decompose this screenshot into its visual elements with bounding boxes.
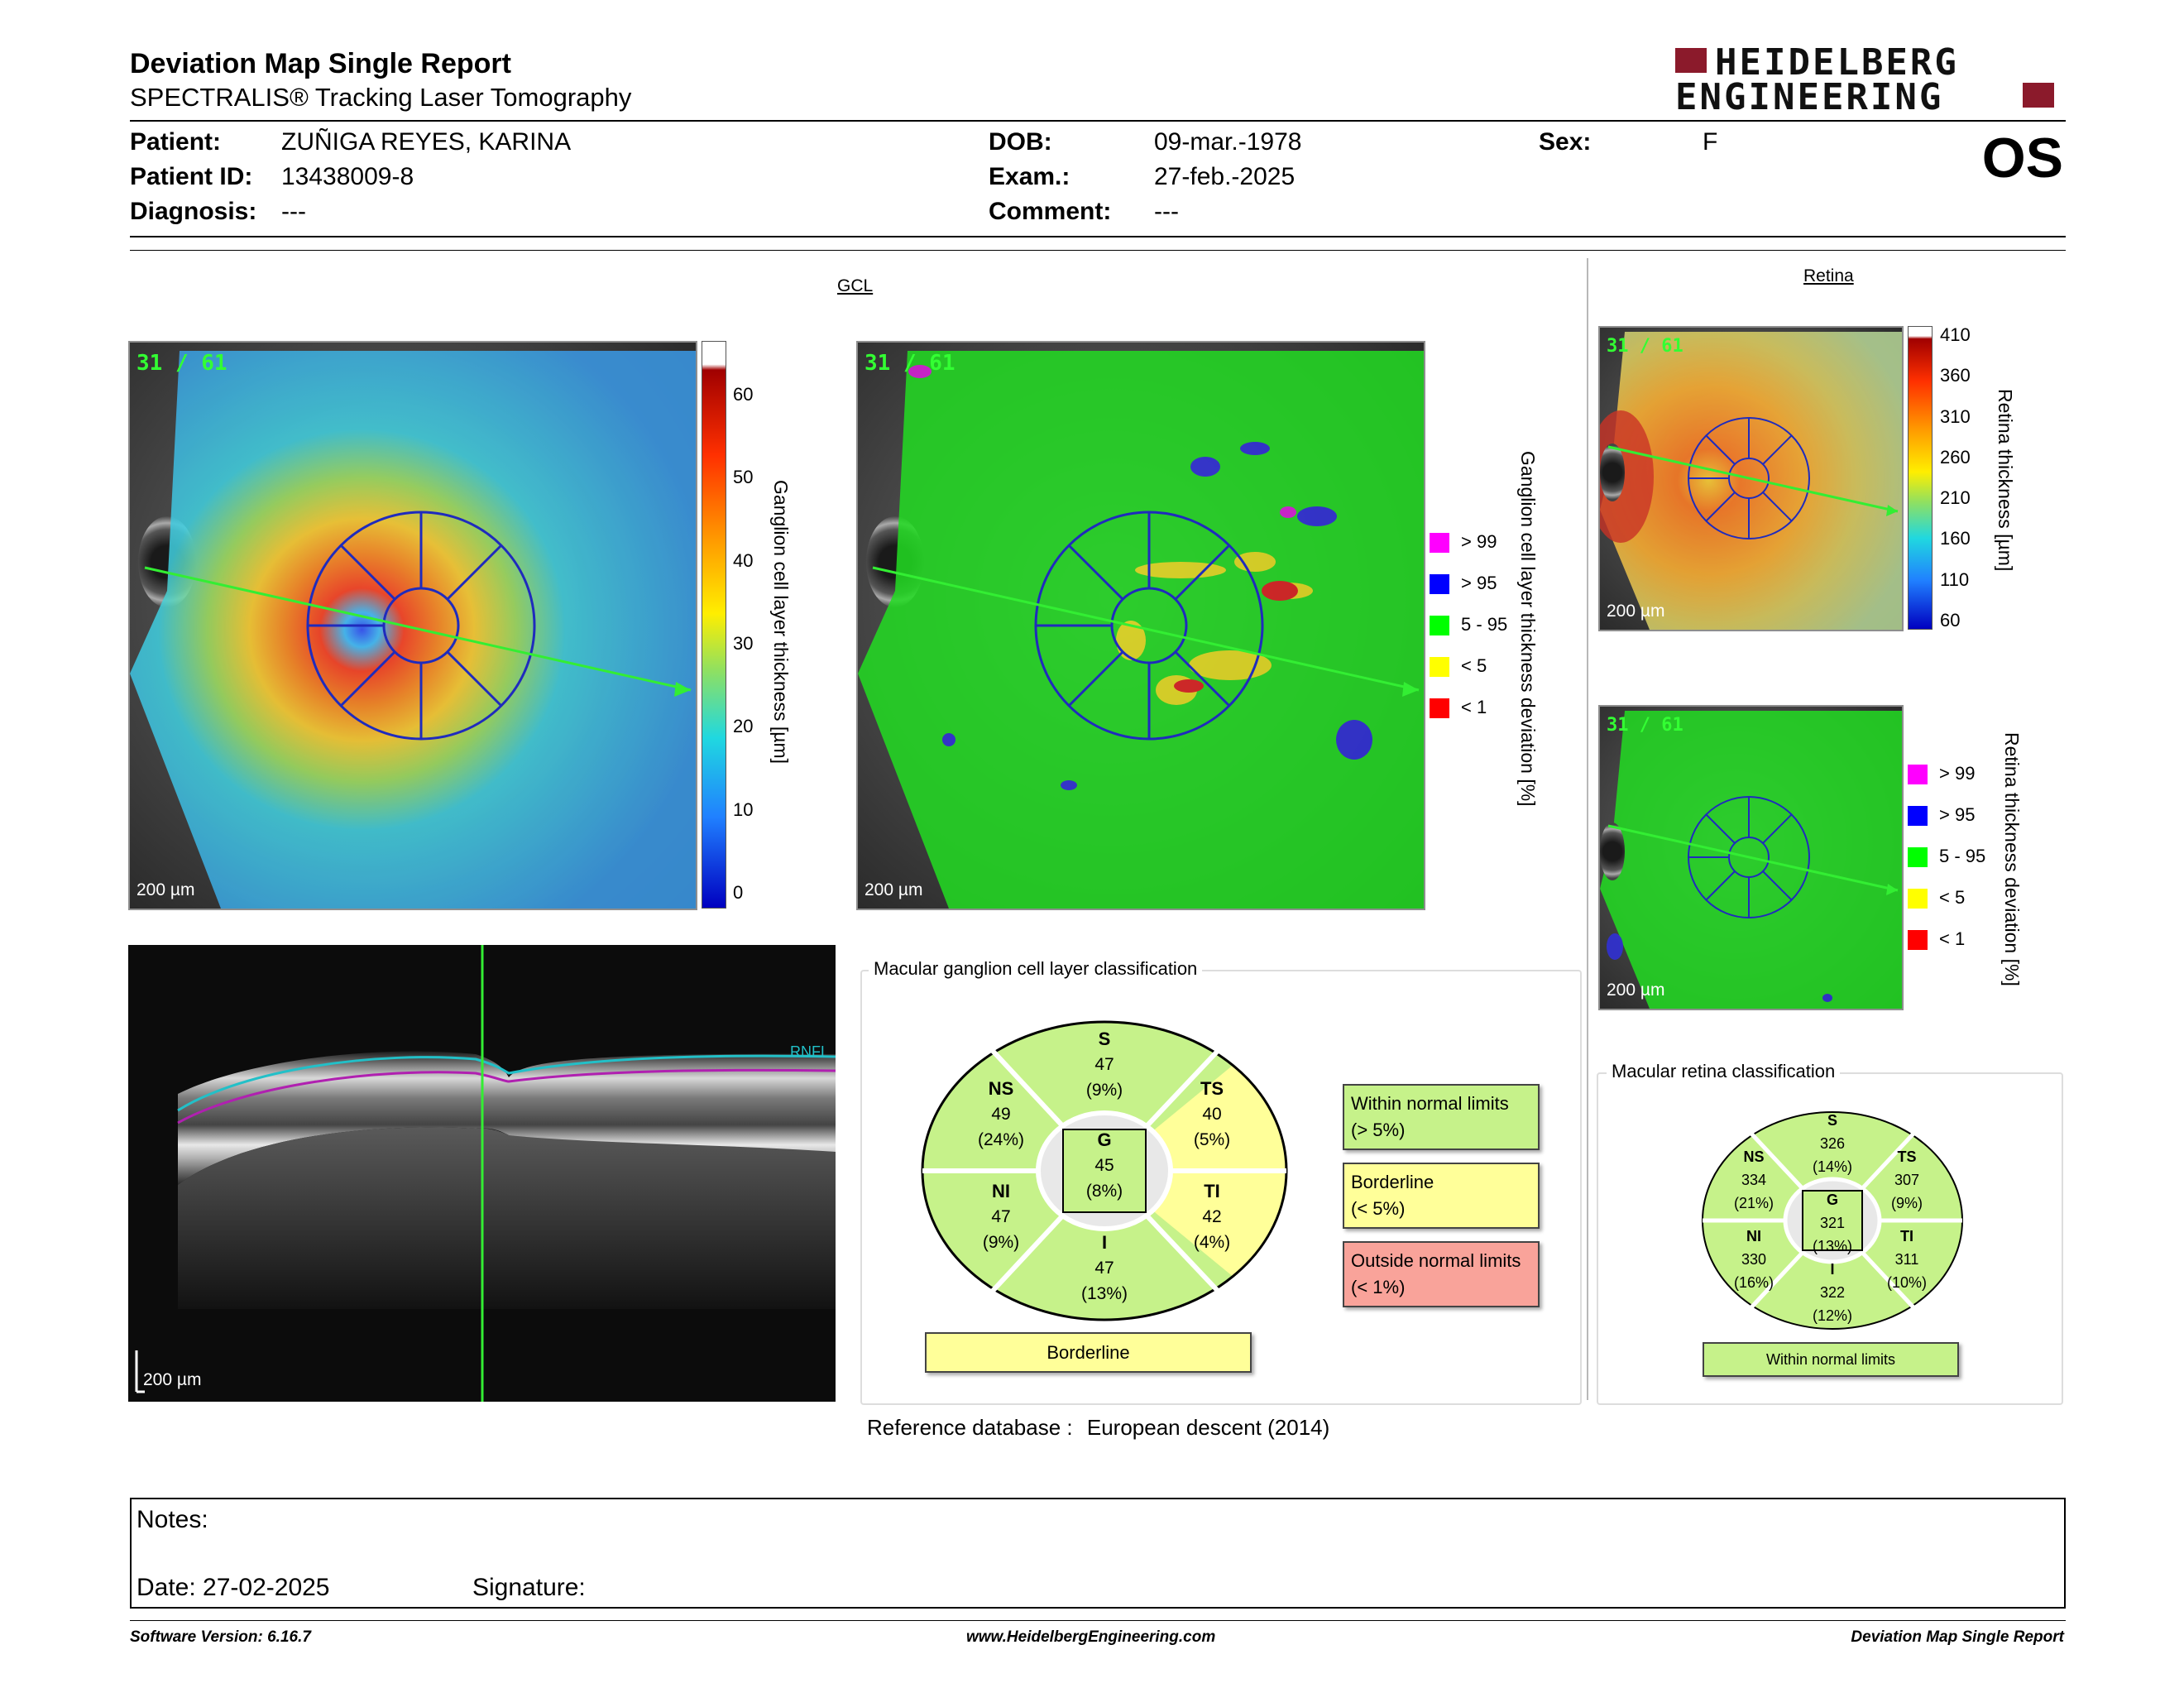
category-line1: Borderline [1351, 1172, 1434, 1192]
logo-bar-top [1675, 48, 1707, 73]
colorbar-tick-label: 30 [733, 632, 754, 654]
retina-deviation-axis-label: Retina thickness deviation [%] [2001, 732, 2023, 986]
footer-rule [130, 1620, 2066, 1621]
report-title: Deviation Map Single Report [130, 48, 511, 79]
colorbar-tick-label: 60 [1940, 609, 1961, 631]
bscan-layer-label: RNFL [790, 1043, 830, 1060]
sector-g [1071, 1127, 1138, 1204]
retina-deviation-etdrs-grid [1600, 707, 1902, 1009]
legend-label: < 1 [1461, 697, 1487, 717]
colorbar-tick-label: 110 [1940, 568, 1970, 590]
report-name-footer: Deviation Map Single Report [1851, 1628, 2064, 1646]
sector-pct: (13%) [1080, 1284, 1128, 1303]
sector-value: 322 [1819, 1284, 1846, 1301]
sector-name: TS [1897, 1149, 1917, 1165]
sector-pct: (8%) [1085, 1182, 1123, 1201]
patient-rule-2 [130, 250, 2066, 251]
gcl-section-title: GCL [837, 276, 874, 295]
gcl-classification-title: Macular ganglion cell layer classification [869, 958, 1202, 980]
sector-pct: (4%) [1193, 1233, 1231, 1252]
sector-name: G [1097, 1129, 1112, 1150]
sector-value: 321 [1819, 1215, 1846, 1231]
legend-label: < 1 [1939, 928, 1966, 949]
legend-label: > 95 [1461, 573, 1497, 593]
sector-value: 311 [1894, 1251, 1919, 1268]
diagnosis-label: Diagnosis: [130, 198, 257, 225]
sector-name: NS [1743, 1149, 1765, 1165]
category-line2: (< 5%) [1351, 1198, 1406, 1219]
category-legend-item [1343, 1084, 1540, 1150]
software-version: Software Version: 6.16.7 [130, 1628, 311, 1646]
colorbar-tick-label: 360 [1940, 365, 1971, 386]
deviation-legend-item [1430, 531, 1497, 553]
colorbar-tick-label: 160 [1940, 528, 1971, 549]
sex-label: Sex: [1539, 128, 1592, 156]
retina-classification-title: Macular retina classification [1607, 1061, 1840, 1082]
notes-label: Notes: [136, 1506, 208, 1533]
header-rule [130, 120, 2066, 122]
sector-ti [1878, 1225, 1936, 1294]
gcl-image-badge: 31 / 61 [136, 351, 228, 376]
logo-line-2: ENGINEERING [1675, 76, 1944, 118]
category-line2: (> 5%) [1351, 1120, 1406, 1140]
sector-value: 45 [1094, 1156, 1114, 1175]
report-subtitle: SPECTRALIS® Tracking Laser Tomography [130, 83, 632, 112]
sector-pct: (14%) [1812, 1158, 1852, 1175]
sector-name: S [1827, 1112, 1837, 1129]
gcl-deviation-etdrs-grid [858, 343, 1424, 909]
sex-value: F [1703, 128, 1718, 156]
patient-label: Patient: [130, 128, 222, 156]
sector-ts [1175, 1076, 1249, 1153]
gcl-scale-label: 200 µm [136, 880, 195, 899]
sector-pct: (10%) [1886, 1274, 1927, 1291]
sector-value: 326 [1819, 1135, 1846, 1152]
date-label: Date: 27-02-2025 [136, 1574, 330, 1601]
sector-ns [1725, 1145, 1783, 1215]
reference-label: Reference database : [867, 1415, 1073, 1440]
deviation-legend-item [1908, 887, 1965, 909]
sector-ts [1878, 1145, 1936, 1215]
section-separator [1587, 258, 1588, 1400]
legend-swatch [1908, 889, 1928, 909]
colorbar-tick-label: 310 [1940, 405, 1971, 427]
patient-rule-1 [130, 236, 2066, 237]
legend-label: < 5 [1939, 887, 1966, 908]
retina-image-badge: 31 / 61 [1607, 336, 1684, 357]
retina-section-title: Retina [1803, 266, 1854, 285]
oct-bscan [128, 945, 836, 1402]
colorbar-tick-label: 10 [733, 798, 754, 820]
sector-name: NS [988, 1078, 1014, 1099]
dob-value: 09-mar.-1978 [1154, 128, 1302, 156]
sector-ni [1725, 1225, 1783, 1294]
sector-name: S [1098, 1029, 1111, 1049]
exam-value: 27-feb.-2025 [1154, 163, 1296, 190]
eye-label: OS [1981, 127, 2063, 189]
comment-label: Comment: [989, 198, 1112, 225]
gcl-etdrs-grid [130, 343, 696, 909]
deviation-legend-item [1430, 573, 1497, 594]
colorbar-tick-label: 260 [1940, 446, 1971, 468]
legend-label: > 95 [1939, 804, 1976, 825]
sector-name: G [1826, 1192, 1838, 1208]
retina-deviation-image-badge: 31 / 61 [1607, 715, 1684, 736]
logo-bar-bottom [2023, 83, 2054, 108]
comment-value: --- [1154, 198, 1179, 225]
retina-deviation-scale-label: 200 µm [1607, 981, 1665, 1000]
exam-label: Exam.: [989, 163, 1070, 190]
colorbar-tick-label: 210 [1940, 487, 1971, 509]
legend-swatch [1430, 657, 1449, 677]
signature-label: Signature: [472, 1574, 586, 1601]
legend-swatch [1908, 765, 1928, 784]
sector-pct: (13%) [1812, 1238, 1852, 1254]
sector-value: 307 [1894, 1172, 1920, 1188]
diagnosis-value: --- [281, 198, 306, 225]
sector-name: TI [1204, 1181, 1220, 1201]
patient-id: 13438009-8 [281, 163, 414, 190]
sector-s [1071, 1026, 1138, 1103]
legend-swatch [1908, 930, 1928, 950]
deviation-legend-item [1908, 804, 1975, 826]
sector-value: 40 [1202, 1105, 1222, 1124]
retina-deviation-map [1598, 705, 1904, 1010]
sector-name: I [1101, 1232, 1108, 1253]
colorbar-tick-label: 0 [733, 881, 744, 903]
sector-pct: (16%) [1733, 1274, 1774, 1291]
patient-name: ZUÑIGA REYES, KARINA [281, 128, 572, 156]
legend-label: 5 - 95 [1939, 846, 1986, 866]
logo-line-1: HEIDELBERG [1715, 41, 1959, 84]
sector-ni [964, 1178, 1038, 1255]
deviation-legend-item [1430, 655, 1487, 677]
legend-label: 5 - 95 [1461, 614, 1508, 635]
legend-label: > 99 [1461, 531, 1497, 552]
sector-value: 47 [991, 1207, 1011, 1226]
bscan-image [128, 945, 836, 1402]
sector-pct: (12%) [1812, 1307, 1852, 1324]
gcl-thickness-map [128, 341, 697, 910]
retina-scale-label: 200 µm [1607, 602, 1665, 621]
gcl-thickness-colorbar [702, 341, 726, 909]
retina-overall-classification: Within normal limits [1703, 1342, 1959, 1377]
category-legend-item [1343, 1163, 1540, 1229]
sector-value: 47 [1094, 1055, 1114, 1074]
legend-swatch [1430, 698, 1449, 718]
deviation-legend-item [1430, 697, 1487, 718]
sector-g [1803, 1188, 1861, 1258]
category-legend-item [1343, 1241, 1540, 1307]
gcl-deviation-map [856, 341, 1425, 910]
sector-s [1803, 1109, 1861, 1178]
deviation-legend-item [1908, 846, 1985, 867]
heidelberg-logo [1675, 41, 2056, 118]
sector-name: NI [1746, 1228, 1761, 1244]
gcl-deviation-image-badge: 31 / 61 [864, 351, 956, 376]
sector-pct: (21%) [1733, 1195, 1774, 1211]
sector-pct: (5%) [1193, 1130, 1231, 1149]
sector-pct: (9%) [1890, 1195, 1923, 1211]
colorbar-tick-label: 20 [733, 716, 754, 737]
legend-swatch [1430, 574, 1449, 594]
gcl-overall-classification: Borderline [925, 1332, 1252, 1373]
reference-database [867, 1415, 1329, 1441]
sector-value: 49 [991, 1105, 1011, 1124]
deviation-legend-item [1908, 928, 1965, 950]
retina-thickness-colorbar [1908, 326, 1933, 630]
legend-label: > 99 [1939, 763, 1976, 784]
gcl-deviation-scale-label: 200 µm [864, 880, 923, 899]
sector-value: 330 [1741, 1251, 1767, 1268]
retina-thickness-map [1598, 326, 1904, 631]
notes-box[interactable] [130, 1498, 2066, 1609]
reference-value: European descent (2014) [1086, 1415, 1330, 1440]
gcl-thickness-axis-label: Ganglion cell layer thickness [µm] [770, 480, 792, 765]
deviation-legend-item [1430, 614, 1507, 635]
bscan-scale-label: 200 µm [143, 1370, 202, 1389]
sector-ns [964, 1076, 1038, 1153]
sector-i [1071, 1230, 1138, 1307]
legend-swatch [1430, 616, 1449, 635]
colorbar-tick-label: 410 [1940, 324, 1971, 345]
website-link[interactable]: www.HeidelbergEngineering.com [966, 1628, 1216, 1646]
sector-value: 42 [1202, 1207, 1222, 1226]
sector-name: NI [992, 1181, 1010, 1201]
sector-value: 47 [1094, 1259, 1114, 1278]
category-line1: Outside normal limits [1351, 1250, 1521, 1271]
deviation-legend-item [1908, 763, 1975, 784]
colorbar-tick-label: 60 [733, 383, 754, 405]
retina-etdrs-grid [1600, 328, 1902, 630]
category-line1: Within normal limits [1351, 1093, 1509, 1114]
sector-i [1803, 1258, 1861, 1327]
sector-pct: (24%) [977, 1130, 1025, 1149]
colorbar-tick-label: 40 [733, 549, 754, 571]
legend-label: < 5 [1461, 655, 1487, 676]
legend-swatch [1908, 847, 1928, 867]
sector-ti [1175, 1178, 1249, 1255]
sector-name: I [1830, 1261, 1835, 1278]
category-line2: (< 1%) [1351, 1277, 1406, 1297]
gcl-deviation-axis-label: Ganglion cell layer thickness deviation [%] [1517, 451, 1539, 807]
sector-name: TI [1900, 1228, 1913, 1244]
colorbar-tick-label: 50 [733, 467, 754, 488]
dob-label: DOB: [989, 128, 1052, 156]
sector-name: TS [1200, 1078, 1224, 1099]
sector-pct: (9%) [1085, 1081, 1123, 1100]
retina-thickness-axis-label: Retina thickness [µm] [1995, 389, 2016, 572]
patient-id-label: Patient ID: [130, 163, 253, 190]
sector-value: 334 [1741, 1172, 1767, 1188]
legend-swatch [1430, 533, 1449, 553]
legend-swatch [1908, 806, 1928, 826]
sector-pct: (9%) [982, 1233, 1020, 1252]
